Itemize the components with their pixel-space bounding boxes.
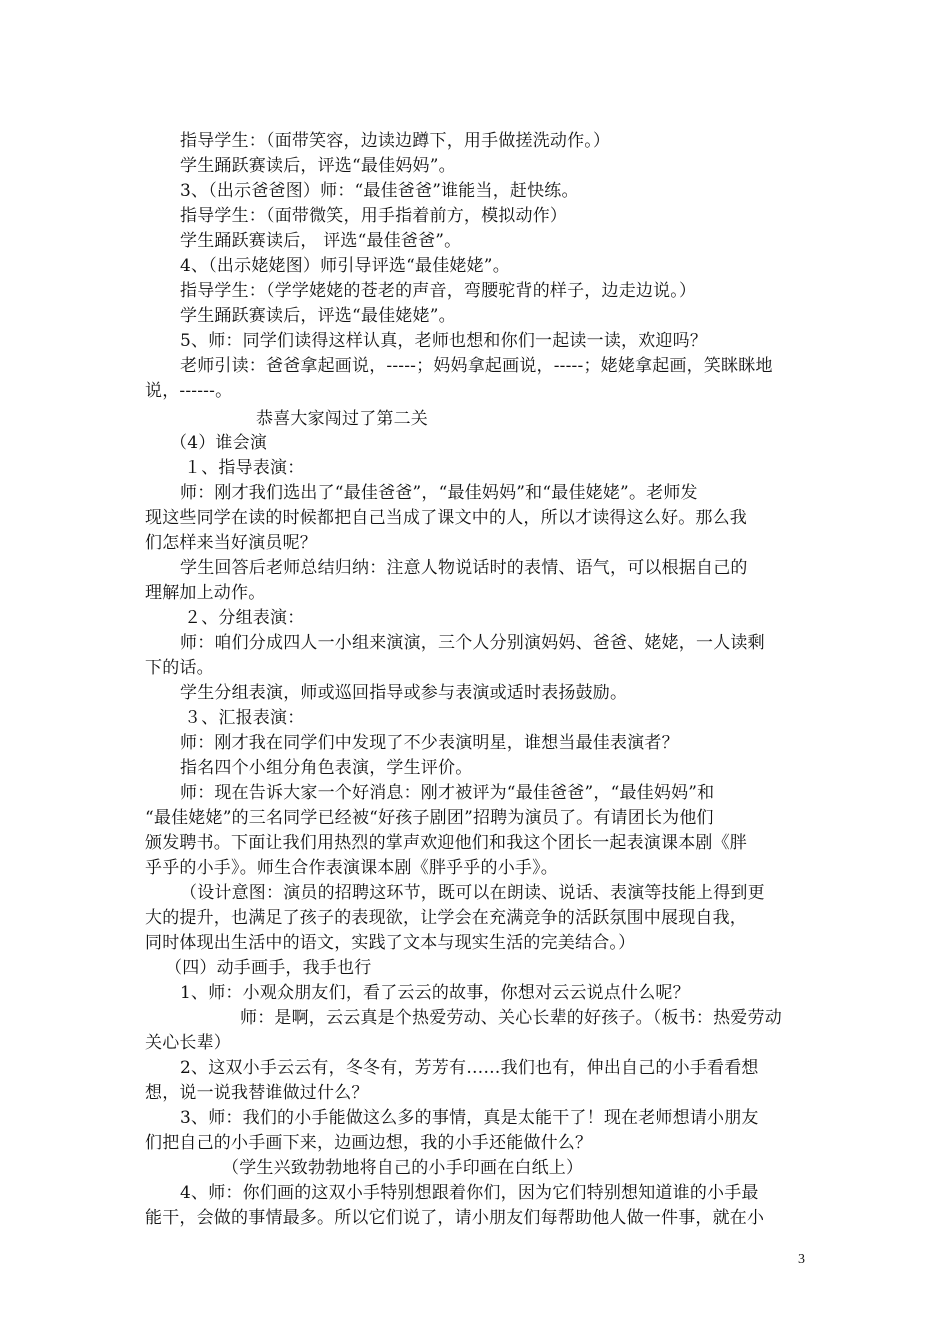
text-line: 学生踊跃赛读后，评选“最佳妈妈”。: [180, 156, 456, 176]
text-line: 2、这双小手云云有，冬冬有，芳芳有……我们也有，伸出自己的小手看看想: [180, 1058, 759, 1078]
text-line: 学生踊跃赛读后， 评选“最佳爸爸”。: [180, 231, 462, 251]
text-line: 乎乎的小手》。师生合作表演课本剧《胖乎乎的小手》。: [145, 858, 558, 878]
text-line: （4）谁会演: [170, 433, 268, 453]
text-line: 师：刚才我在同学们中发现了不少表演明星，谁想当最佳表演者？: [180, 733, 679, 753]
text-line: 学生分组表演，师或巡回指导或参与表演或适时表扬鼓励。: [180, 683, 628, 703]
text-line: “最佳姥姥”的三名同学已经被“好孩子剧团”招聘为演员了。有请团长为他们: [145, 808, 714, 828]
text-line: 们把自己的小手画下来，边画边想，我的小手还能做什么？: [145, 1133, 593, 1153]
page-number: 3: [798, 1252, 805, 1267]
text-line: 理解加上动作。: [145, 583, 266, 603]
text-line: 1、师：小观众朋友们，看了云云的故事，你想对云云说点什么呢？: [180, 983, 690, 1003]
text-line: （学生兴致勃勃地将自己的小手印画在白纸上）: [222, 1158, 584, 1178]
text-line: 关心长辈）: [145, 1033, 231, 1053]
text-line: 学生回答后老师总结归纳：注意人物说话时的表情、语气，可以根据自己的: [180, 558, 748, 578]
text-line: 5、师：同学们读得这样认真，老师也想和你们一起读一读，欢迎吗？: [180, 331, 708, 351]
text-line: 老师引读：爸爸拿起画说，-----；妈妈拿起画说，-----；姥姥拿起画，笑眯眯地: [180, 356, 773, 376]
text-line: 指导学生：（面带笑容，边读边蹲下，用手做搓洗动作。）: [180, 131, 611, 151]
text-line: ２、分组表演：: [184, 608, 305, 628]
text-line: （设计意图：演员的招聘这环节，既可以在朗读、说话、表演等技能上得到更: [180, 883, 765, 903]
text-line: （四）动手画手，我手也行: [165, 958, 372, 978]
text-line: 能干，会做的事情最多。所以它们说了，请小朋友们每帮助他人做一件事，就在小: [145, 1208, 765, 1228]
text-line: 指导学生：（学学姥姥的苍老的声音，弯腰驼背的样子，边走边说。）: [180, 281, 697, 301]
text-line: 师：咱们分成四人一小组来演演，三个人分别演妈妈、爸爸、姥姥，一人读剩: [180, 633, 765, 653]
text-line: 现这些同学在读的时候都把自己当成了课文中的人，所以才读得这么好。那么我: [145, 508, 747, 528]
text-line: 下的话。: [145, 658, 214, 678]
text-line: １、指导表演：: [184, 458, 305, 478]
text-line: 颁发聘书。下面让我们用热烈的掌声欢迎他们和我这个团长一起表演课本剧《胖: [145, 833, 747, 853]
text-line: 师：是啊，云云真是个热爱劳动、关心长辈的好孩子。（板书：热爱劳动: [240, 1008, 782, 1028]
text-line: 指导学生：（面带微笑，用手指着前方，模拟动作）: [180, 206, 568, 226]
text-line: 师：刚才我们选出了“最佳爸爸”，“最佳妈妈”和“最佳姥姥”。老师发: [180, 483, 698, 503]
text-line: 师：现在告诉大家一个好消息：刚才被评为“最佳爸爸”，“最佳妈妈”和: [180, 783, 715, 803]
text-line: 说，------。: [145, 381, 233, 401]
text-line: 3、师：我们的小手能做这么多的事情，真是太能干了！现在老师想请小朋友: [180, 1108, 759, 1128]
text-line: ３、汇报表演：: [184, 708, 305, 728]
text-line: 4、（出示姥姥图）师引导评选“最佳姥姥”。: [180, 256, 510, 276]
text-line: 恭喜大家闯过了第二关: [256, 409, 428, 429]
text-line: 学生踊跃赛读后，评选“最佳姥姥”。: [180, 306, 456, 326]
text-line: 同时体现出生活中的语文，实践了文本与现实生活的完美结合。）: [145, 933, 636, 953]
text-line: 3、（出示爸爸图）师：“最佳爸爸”谁能当，赶快练。: [180, 181, 579, 201]
text-line: 4、师：你们画的这双小手特别想跟着你们，因为它们特别想知道谁的小手最: [180, 1183, 759, 1203]
text-line: 们怎样来当好演员呢？: [145, 533, 317, 553]
text-line: 想，说一说我替谁做过什么？: [145, 1083, 369, 1103]
text-line: 指名四个小组分角色表演，学生评价。: [180, 758, 473, 778]
text-line: 大的提升，也满足了孩子的表现欲，让学会在充满竞争的活跃氛围中展现自我，: [145, 908, 747, 928]
